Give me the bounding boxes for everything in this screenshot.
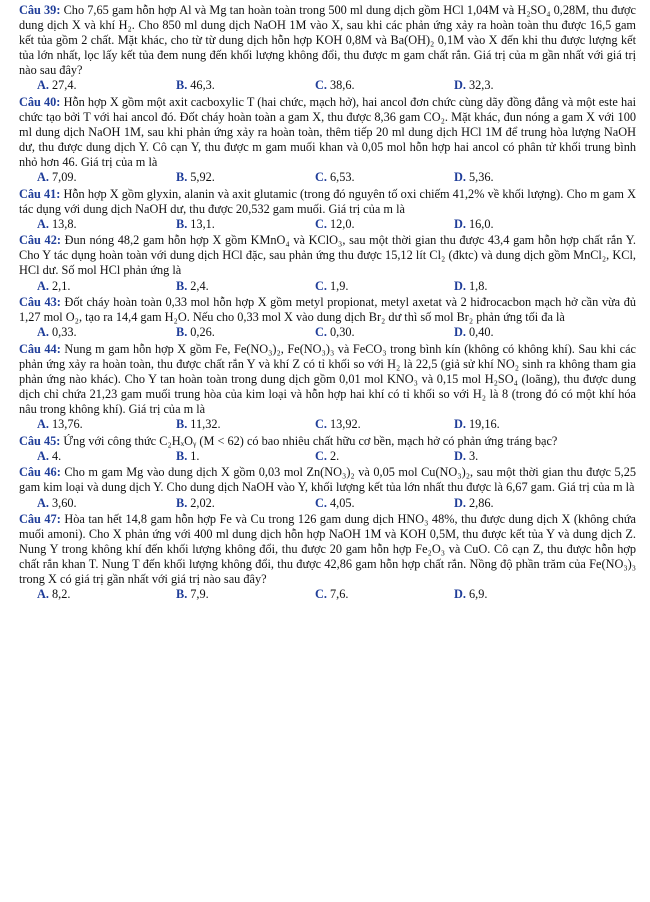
option-letter: A. bbox=[37, 495, 49, 510]
option-b[interactable] bbox=[176, 417, 315, 432]
option-letter: A. bbox=[37, 448, 49, 463]
option-letter: D. bbox=[454, 325, 466, 340]
option-text: 2. bbox=[329, 448, 340, 463]
question-44 bbox=[19, 342, 636, 432]
question-41 bbox=[19, 187, 636, 232]
option-b[interactable] bbox=[176, 449, 315, 464]
option-letter: B. bbox=[176, 587, 188, 602]
option-letter: A. bbox=[37, 78, 49, 93]
option-text: 46,3. bbox=[190, 78, 215, 93]
option-b[interactable] bbox=[176, 496, 315, 511]
question-body: Ứng với công thức C₂HₓOᵧ (M < 62) có bao nhiêu chất hữu cơ bền, mạch hở có phản ứng tráng bạc? bbox=[63, 433, 558, 448]
option-letter: C. bbox=[315, 587, 327, 602]
option-letter: B. bbox=[176, 325, 188, 340]
question-text bbox=[19, 434, 636, 449]
option-a[interactable] bbox=[37, 78, 176, 93]
option-text: 3,60. bbox=[51, 495, 77, 510]
option-letter: B. bbox=[176, 417, 188, 432]
answer-options bbox=[19, 325, 636, 340]
option-text: 13,92. bbox=[329, 417, 361, 432]
option-letter: C. bbox=[315, 325, 327, 340]
option-letter: A. bbox=[37, 587, 49, 602]
option-text: 4,05. bbox=[329, 495, 355, 510]
option-text: 0,30. bbox=[329, 325, 355, 340]
answer-options bbox=[19, 78, 636, 93]
answer-options bbox=[19, 587, 636, 602]
option-text: 7,6. bbox=[329, 587, 349, 602]
option-letter: B. bbox=[176, 448, 188, 463]
option-text: 2,1. bbox=[51, 278, 71, 293]
option-text: 27,4. bbox=[51, 78, 77, 93]
option-letter: A. bbox=[37, 169, 49, 184]
option-text: 6,9. bbox=[468, 587, 488, 602]
question-number: Câu 47: bbox=[19, 512, 61, 527]
option-letter: D. bbox=[454, 587, 466, 602]
option-text: 11,32. bbox=[190, 417, 221, 432]
option-d[interactable] bbox=[454, 217, 593, 232]
question-body: Cho 7,65 gam hỗn hợp Al và Mg tan hoàn toàn trong 500 ml dung dịch gồm HCl 1,04M và H₂SO₄ 0,28M, thu được dung dịch X và khí H₂. Cho 850 ml dung dịch NaOH 1M vào X, sau khi các phản ứng xảy ra hoàn toàn thu được 16,5 gam kết tủa gồm 2 chất. Mặt khác, cho từ từ dung dịch hỗn hợp KOH 0,8M và Ba(OH)₂ 0,1M vào X đến khi thu được lượng kết tủa lớn nhất, lọc lấy kết tủa đem nung đến khối lượng không đổi, thu được m gam chất rắn. Giá trị của m gần nhất với giá trị nào sau đây? bbox=[19, 3, 636, 77]
question-39 bbox=[19, 3, 636, 93]
option-text: 13,76. bbox=[51, 417, 83, 432]
option-letter: B. bbox=[176, 278, 188, 293]
option-d[interactable] bbox=[454, 325, 593, 340]
option-letter: C. bbox=[315, 78, 327, 93]
option-letter: D. bbox=[454, 216, 466, 231]
question-body: Nung m gam hỗn hợp X gồm Fe, Fe(NO₃)₂, Fe(NO₃)₃ và FeCO₃ trong bình kín (không có không khí). Sau khi các phản ứng xảy ra hoàn toàn, thu được chất rắn Y và khí Z có tỉ khối so với H₂ là 22,5 (giả sử khí NO₂ sinh ra không tham gia phản ứng nào khác). Cho Y tan hoàn toàn trong dung dịch gồm 0,01 mol KNO₃ và 0,15 mol H₂SO₄ (loãng), thu được dung dịch chỉ chứa 21,23 gam muối trung hòa của kim loại và hỗn hợp hai khí có tỉ khối so với H₂ là 8 (trong đó có một khí hóa nâu trong không khí). Giá trị của m là bbox=[19, 341, 636, 416]
option-letter: C. bbox=[315, 216, 327, 231]
option-text: 19,16. bbox=[468, 417, 500, 432]
option-text: 16,0. bbox=[468, 216, 494, 231]
option-b[interactable] bbox=[176, 325, 315, 340]
option-text: 5,36. bbox=[468, 169, 494, 184]
option-c[interactable] bbox=[315, 496, 454, 511]
question-text bbox=[19, 512, 636, 587]
option-text: 8,2. bbox=[51, 587, 71, 602]
option-letter: C. bbox=[315, 495, 327, 510]
option-letter: C. bbox=[315, 169, 327, 184]
option-text: 2,86. bbox=[468, 495, 494, 510]
question-text bbox=[19, 187, 636, 217]
option-letter: C. bbox=[315, 417, 327, 432]
option-d[interactable] bbox=[454, 78, 593, 93]
option-letter: D. bbox=[454, 278, 466, 293]
option-c[interactable] bbox=[315, 417, 454, 432]
option-c[interactable] bbox=[315, 78, 454, 93]
option-letter: B. bbox=[176, 495, 188, 510]
question-text bbox=[19, 465, 636, 495]
option-letter: D. bbox=[454, 495, 466, 510]
option-letter: C. bbox=[315, 448, 327, 463]
option-text: 3. bbox=[468, 448, 479, 463]
option-b[interactable] bbox=[176, 170, 315, 185]
question-body: Hỗn hợp X gồm glyxin, alanin và axit glutamic (trong đó nguyên tố oxi chiếm 41,2% về khối lượng). Cho m gam X tác dụng với dung dịch NaOH dư, thu được 20,532 gam muối. Giá trị của m là bbox=[19, 186, 636, 216]
question-text bbox=[19, 95, 636, 170]
question-40 bbox=[19, 95, 636, 185]
question-body: Cho m gam Mg vào dung dịch X gồm 0,03 mol Zn(NO₃)₂ và 0,05 mol Cu(NO₃)₂, sau một thời gian thu được 5,25 gam kim loại và dung dịch Y. Cho dung dịch NaOH vào Y, khối lượng kết tủa lớn nhất thu được là 6,67 gam. Giá trị của m là bbox=[19, 465, 637, 495]
option-a[interactable] bbox=[37, 496, 176, 511]
question-body: Đun nóng 48,2 gam hỗn hợp X gồm KMnO₄ và KClO₃, sau một thời gian thu được 43,4 gam hỗn hợp chất rắn Y. Cho Y tác dụng hoàn toàn với dung dịch HCl đặc, sau phản ứng thu được 15,12 lít Cl₂ (đktc) và dung dịch gồm MnCl₂, KCl, HCl dư. Số mol HCl phản ứng là bbox=[19, 233, 636, 278]
option-letter: A. bbox=[37, 417, 49, 432]
option-text: 0,40. bbox=[468, 325, 494, 340]
question-43 bbox=[19, 295, 636, 340]
option-letter: C. bbox=[315, 278, 327, 293]
option-text: 1,9. bbox=[329, 278, 349, 293]
option-c[interactable] bbox=[315, 325, 454, 340]
option-a[interactable] bbox=[37, 449, 176, 464]
option-text: 4. bbox=[51, 448, 62, 463]
option-b[interactable] bbox=[176, 587, 315, 602]
option-a[interactable] bbox=[37, 279, 176, 294]
option-text: 2,4. bbox=[190, 278, 209, 293]
option-d[interactable] bbox=[454, 587, 593, 602]
option-letter: D. bbox=[454, 169, 466, 184]
answer-options bbox=[19, 496, 636, 511]
option-letter: D. bbox=[454, 78, 466, 93]
option-d[interactable] bbox=[454, 279, 593, 294]
question-number: Câu 44: bbox=[19, 341, 61, 356]
option-letter: A. bbox=[37, 216, 49, 231]
question-47 bbox=[19, 512, 636, 602]
answer-options bbox=[19, 417, 636, 432]
question-text bbox=[19, 3, 636, 78]
option-a[interactable] bbox=[37, 325, 176, 340]
option-text: 7,9. bbox=[190, 587, 209, 602]
option-text: 13,8. bbox=[51, 216, 77, 231]
question-body: Hòa tan hết 14,8 gam hỗn hợp Fe và Cu trong 126 gam dung dịch HNO₃ 48%, thu được dung dịch X (không chứa muối amoni). Cho X phản ứng với 400 ml dung dịch hỗn hợp NaOH 1M và KOH 0,5M, thu được kết tủa Y và dung dịch Z. Nung Y trong không khí đến khối lượng không đổi, thu được 20 gam hỗn hợp Fe₂O₃ và CuO. Cô cạn Z, thu được hỗn hợp chất rắn khan T. Nung T đến khối lượng không đổi, thu được 42,86 gam hỗn hợp chất rắn. Nồng độ phần trăm của Fe(NO₃)₃ trong X có giá trị gần nhất với giá trị nào sau đây? bbox=[19, 512, 636, 587]
option-text: 32,3. bbox=[468, 78, 494, 93]
answer-options bbox=[19, 217, 636, 232]
answer-options bbox=[19, 170, 636, 185]
option-letter: A. bbox=[37, 278, 49, 293]
question-number: Câu 43: bbox=[19, 295, 61, 310]
question-46 bbox=[19, 465, 636, 510]
option-text: 0,26. bbox=[190, 325, 215, 340]
option-letter: D. bbox=[454, 448, 466, 463]
option-c[interactable] bbox=[315, 449, 454, 464]
question-number: Câu 39: bbox=[19, 3, 61, 17]
option-c[interactable] bbox=[315, 279, 454, 294]
question-42 bbox=[19, 233, 636, 293]
option-c[interactable] bbox=[315, 217, 454, 232]
question-number: Câu 40: bbox=[19, 94, 61, 109]
option-text: 13,1. bbox=[190, 216, 215, 231]
option-b[interactable] bbox=[176, 78, 315, 93]
option-d[interactable] bbox=[454, 449, 593, 464]
answer-options bbox=[19, 279, 636, 294]
option-text: 7,09. bbox=[51, 169, 77, 184]
question-body: Hỗn hợp X gồm một axit cacboxylic T (hai chức, mạch hở), hai ancol đơn chức cùng dãy đồng đẳng và một este hai chức tạo bởi T với hai ancol đó. Đốt cháy hoàn toàn a gam X, thu được 8,36 gam CO₂. Mặt khác, đun nóng a gam X với 100 ml dung dịch NaOH 1M, sau khi phản ứng xảy ra hoàn toàn, thêm tiếp 20 ml dung dịch HCl 1M để trung hòa lượng NaOH dư, thu được dung dịch Y. Cô cạn Y, thu được m gam muối khan và 0,05 mol hỗn hợp hai ancol có phân tử khối trung bình nhỏ hơn 46. Giá trị của m là bbox=[19, 94, 637, 169]
option-a[interactable] bbox=[37, 417, 176, 432]
question-45 bbox=[19, 434, 636, 464]
question-body: Đốt cháy hoàn toàn 0,33 mol hỗn hợp X gồm metyl propionat, metyl axetat và 2 hiđrocacbon mạch hở cần vừa đủ 1,27 mol O₂, tạo ra 14,4 gam H₂O. Nếu cho 0,33 mol X vào dung dịch Br₂ dư thì số mol Br₂ phản ứng tối đa là bbox=[19, 295, 637, 325]
option-text: 1. bbox=[190, 448, 200, 463]
question-text bbox=[19, 342, 636, 417]
option-b[interactable] bbox=[176, 217, 315, 232]
option-text: 2,02. bbox=[190, 495, 215, 510]
option-text: 12,0. bbox=[329, 216, 355, 231]
option-d[interactable] bbox=[454, 417, 593, 432]
option-a[interactable] bbox=[37, 170, 176, 185]
option-letter: B. bbox=[176, 216, 188, 231]
option-letter: A. bbox=[37, 325, 49, 340]
option-text: 0,33. bbox=[51, 325, 77, 340]
question-number: Câu 42: bbox=[19, 233, 61, 248]
question-text bbox=[19, 233, 636, 278]
option-letter: D. bbox=[454, 417, 466, 432]
option-d[interactable] bbox=[454, 496, 593, 511]
option-text: 1,8. bbox=[468, 278, 488, 293]
option-text: 38,6. bbox=[329, 78, 355, 93]
option-letter: B. bbox=[176, 169, 188, 184]
option-a[interactable] bbox=[37, 587, 176, 602]
answer-options bbox=[19, 449, 636, 464]
question-number: Câu 45: bbox=[19, 433, 61, 448]
option-b[interactable] bbox=[176, 279, 315, 294]
option-text: 5,92. bbox=[190, 169, 215, 184]
option-text: 6,53. bbox=[329, 169, 355, 184]
option-letter: B. bbox=[176, 78, 188, 93]
option-c[interactable] bbox=[315, 587, 454, 602]
option-d[interactable] bbox=[454, 170, 593, 185]
question-number: Câu 41: bbox=[19, 186, 61, 201]
question-number: Câu 46: bbox=[19, 465, 61, 480]
option-a[interactable] bbox=[37, 217, 176, 232]
option-c[interactable] bbox=[315, 170, 454, 185]
question-text bbox=[19, 295, 636, 325]
